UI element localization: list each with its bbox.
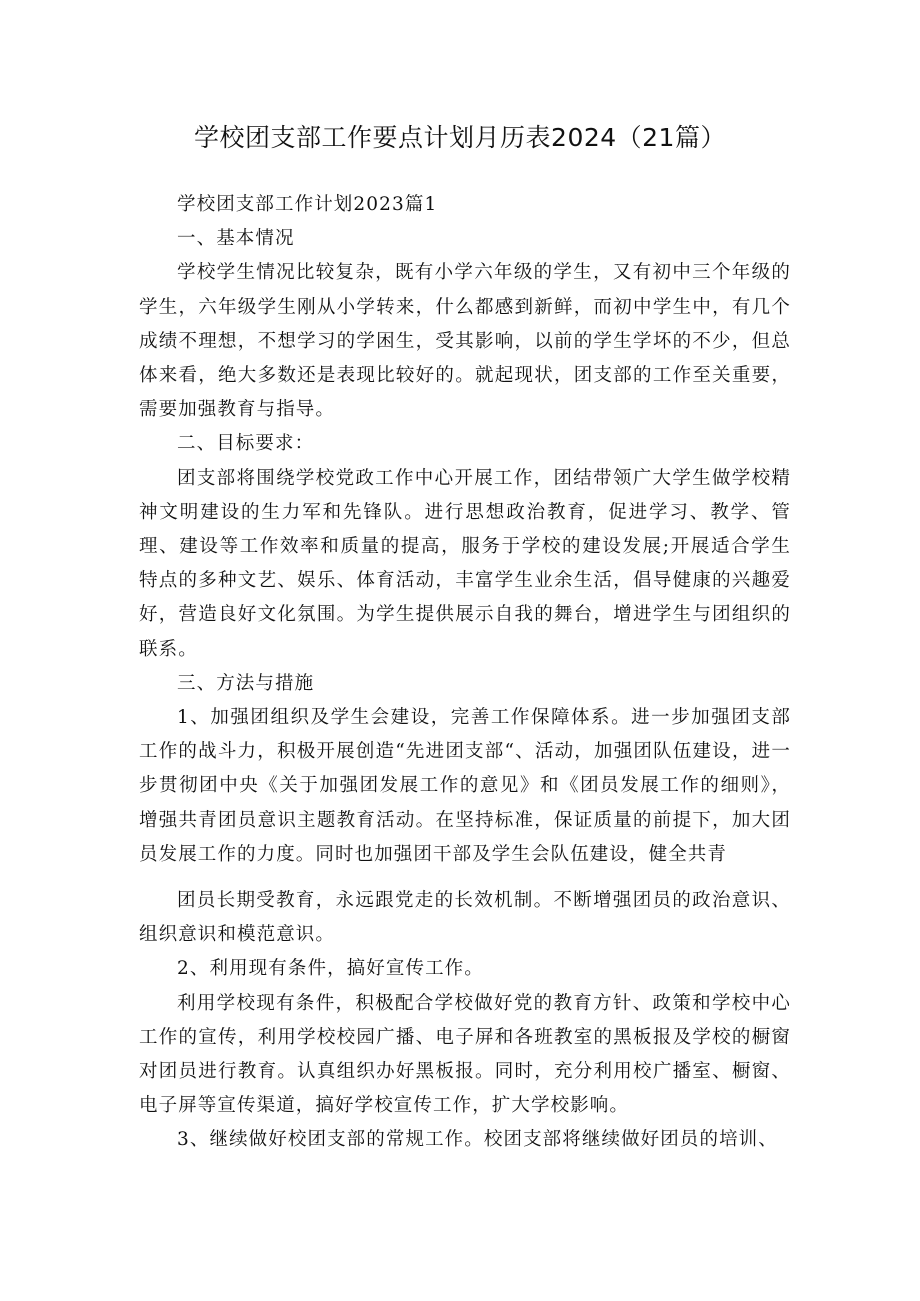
body-paragraph: 利用学校现有条件，积极配合学校做好党的教育方针、政策和学校中心工作的宣传，利用学校校园广播、电子屏和各班教室的黑板报及学校的橱窗对团员进行教育。认真组织办好黑板报。同时，充分利用校广播室、橱窗、电子屏等宣传渠道，搞好学校宣传工作，扩大学校影响。 (139, 992, 791, 1117)
subsection-heading: 三、方法与措施 (177, 672, 315, 694)
document-title: 学校团支部工作要点计划月历表2024（21篇） (194, 123, 726, 152)
body-paragraph: 1、加强团组织及学生会建设，完善工作保障体系。进一步加强团支部工作的战斗力，积极开展创造“先进团支部“、活动，加强团队伍建设，进一步贯彻团中央《关于加强团发展工作的意见》和《团员发展工作的细则》，增强共青团员意识主题教育活动。在坚持标准，保证质量的前提下，加大团员发展工作的力度。同时也加强团干部及学生会队伍建设，健全共青 (139, 707, 791, 865)
section-heading: 学校团支部工作计划2023篇1 (177, 194, 438, 215)
body-paragraph: 团支部将围绕学校党政工作中心开展工作，团结带领广大学生做学校精神文明建设的生力军和先锋队。进行思想政治教育，促进学习、教学、管理、建设等工作效率和质量的提高，服务于学校的建设发展;开展适合学生特点的多种文艺、娱乐、体育活动，丰富学生业余生活，倡导健康的兴趣爱好，营造良好文化氛围。为学生提供展示自我的舞台，增进学生与团组织的联系。 (139, 467, 791, 660)
document-body (139, 188, 791, 1158)
body-paragraph: 团员长期受教育，永远跟党走的长效机制。不断增强团员的政治意识、组织意识和模范意识。 (139, 890, 791, 946)
subsection-heading: 二、目标要求： (177, 433, 315, 455)
body-paragraph: 3、继续做好校团支部的常规工作。校团支部将继续做好团员的培训、 (177, 1129, 778, 1151)
body-paragraph: 学校学生情况比较复杂，既有小学六年级的学生，又有初中三个年级的学生，六年级学生刚从小学转来，什么都感到新鲜，而初中学生中，有几个成绩不理想，不想学习的学困生，受其影响，以前的学生学坏的不少，但总体来看，绝大多数还是表现比较好的。就起现状，团支部的工作至关重要，需要加强教育与指导。 (139, 262, 791, 421)
body-paragraph: 2、利用现有条件，搞好宣传工作。 (177, 958, 484, 980)
subsection-heading: 一、基本情况 (177, 228, 295, 250)
